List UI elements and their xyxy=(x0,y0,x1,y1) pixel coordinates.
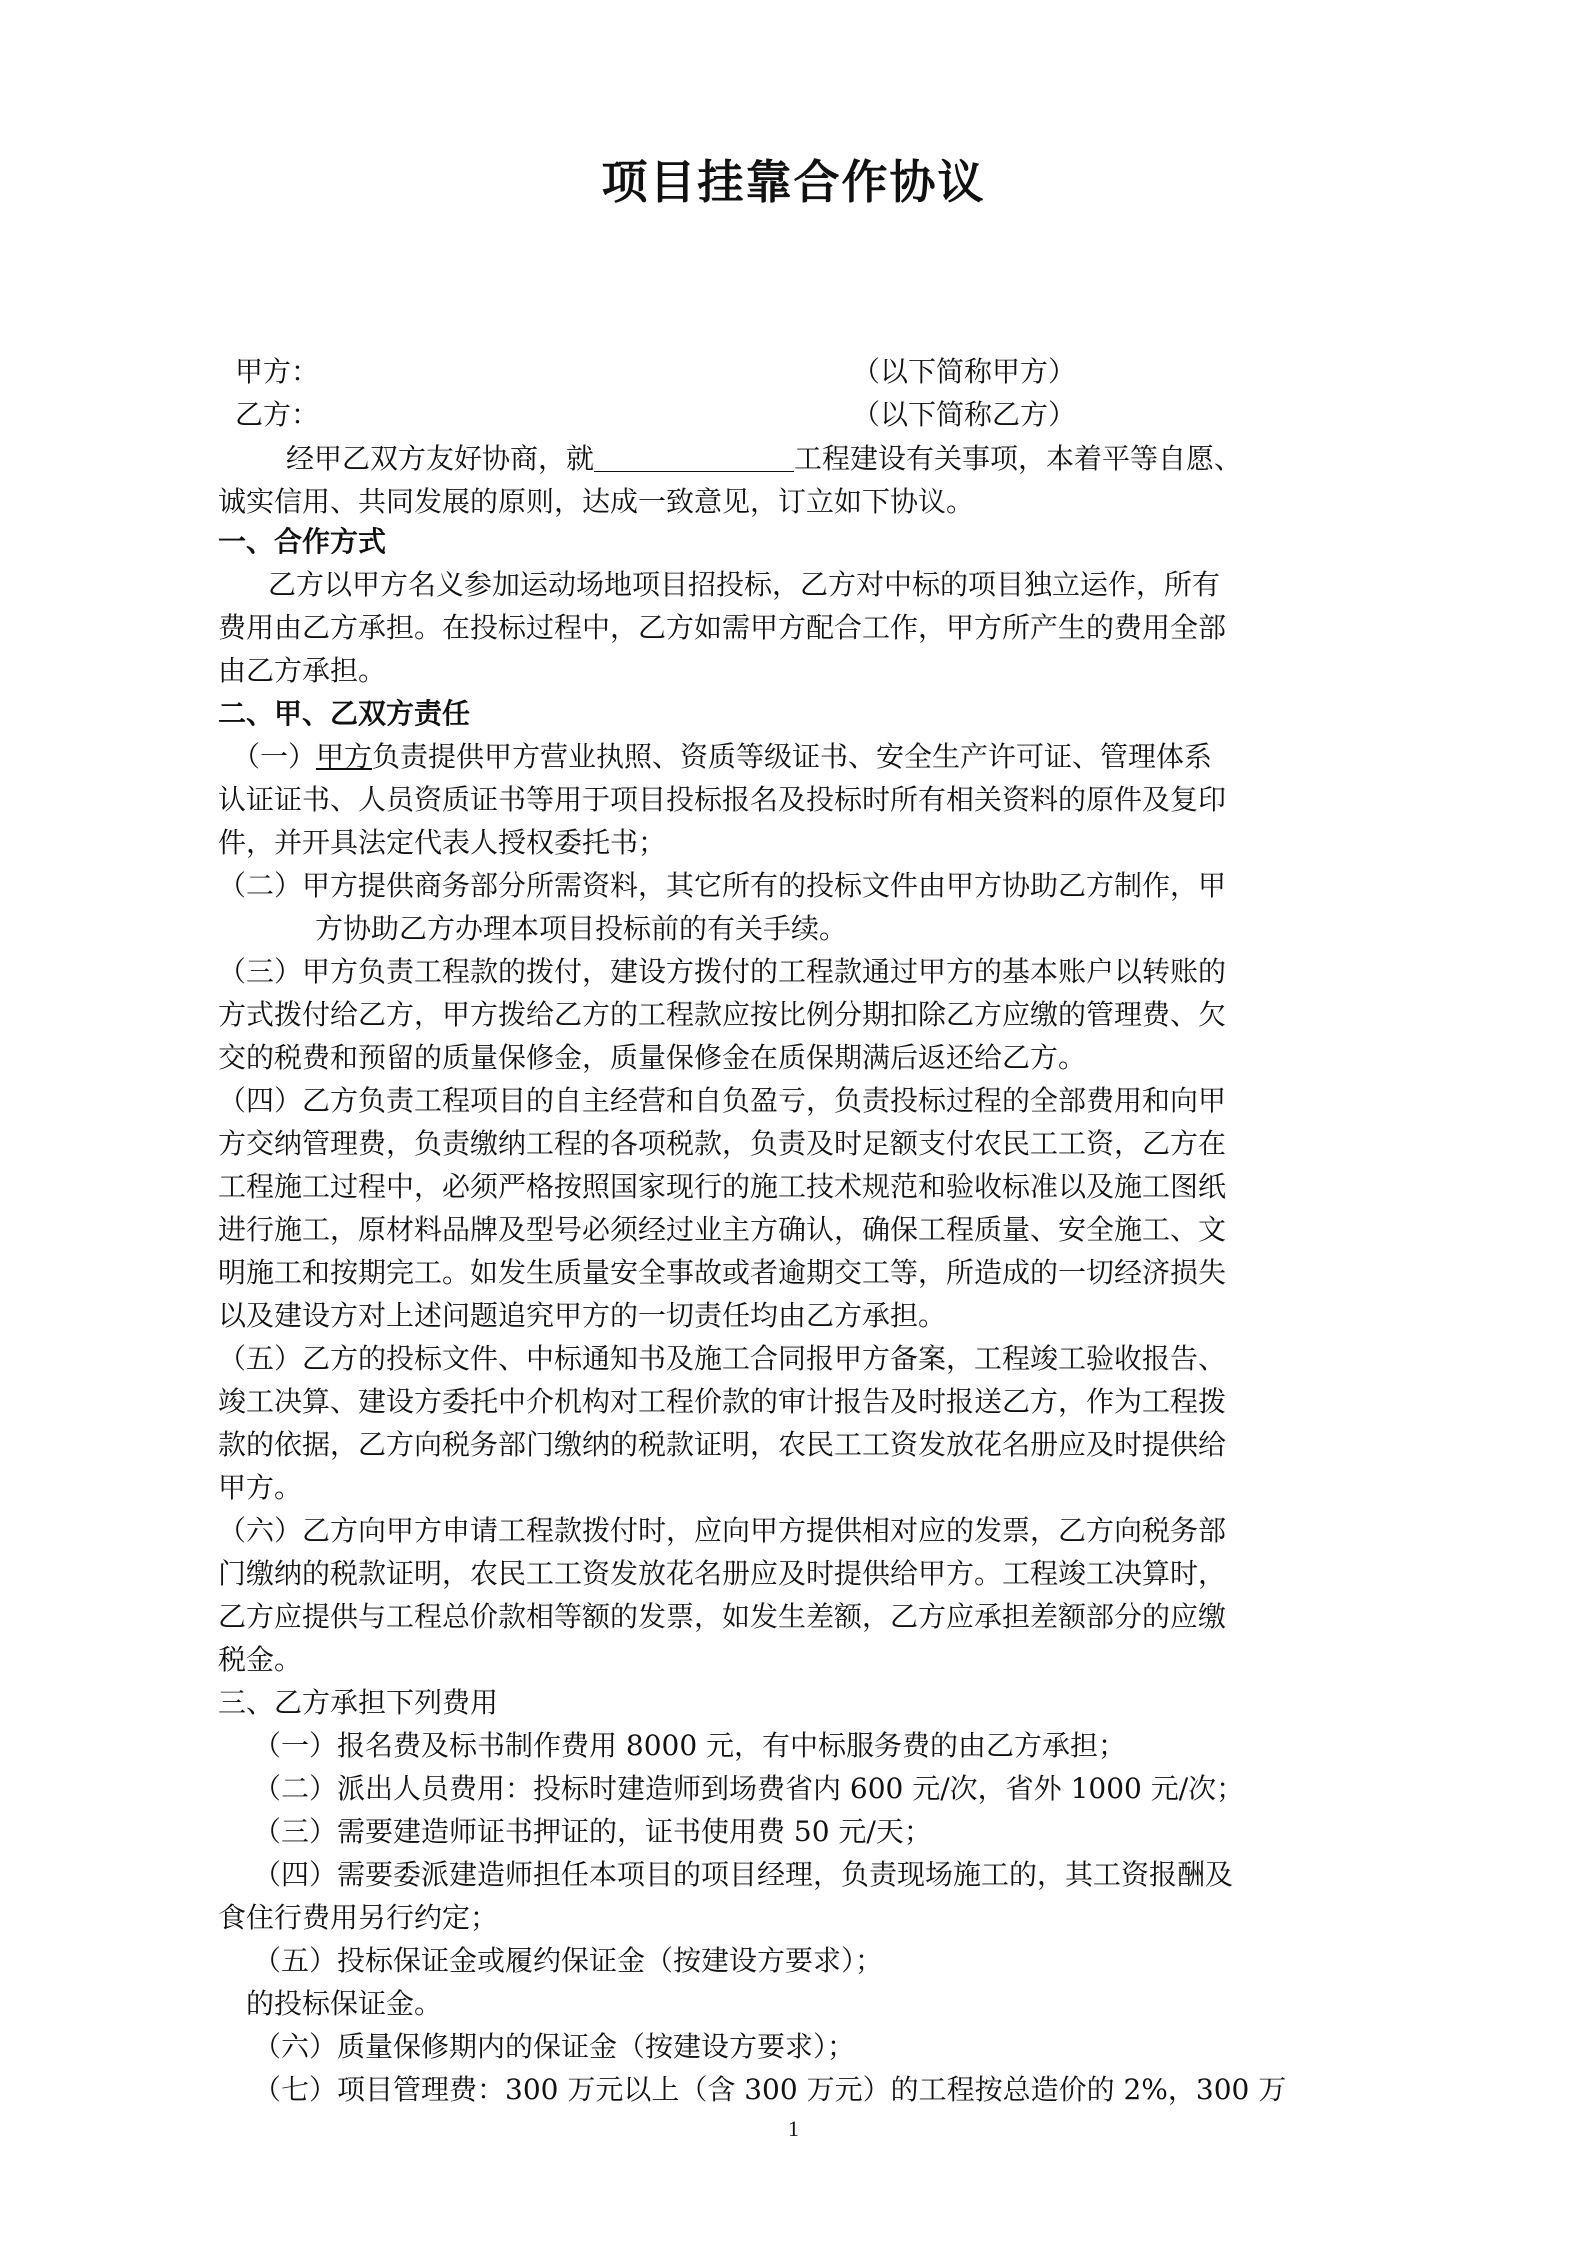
section-3-line: 食住行费用另行约定； xyxy=(218,1901,499,1934)
intro-text-before-blank: 经甲乙双方友好协商，就 xyxy=(286,442,595,475)
section-3-heading: 三、乙方承担下列费用 xyxy=(218,1686,499,1719)
item-1-rest: 负责提供甲方营业执照、资质等级证书、安全生产许可证、管理体系 xyxy=(372,740,1213,773)
section-3-line: （七）项目管理费：300 万元以上（含 300 万元）的工程按总造价的 2%，300 万 xyxy=(253,2073,1287,2106)
section-2-heading: 二、甲、乙双方责任 xyxy=(218,697,471,730)
section-2-item-6-line: 税金。 xyxy=(218,1643,303,1676)
section-3-line: （三）需要建造师证书押证的，证书使用费 50 元/天； xyxy=(253,1815,932,1848)
party-b-alias: （以下简称乙方） xyxy=(852,398,1077,431)
section-2-item-4-line: （四）乙方负责工程项目的自主经营和自负盈亏，负责投标过程的全部费用和向甲 xyxy=(218,1084,1227,1117)
section-2-item-1-line: 件，并开具法定代表人授权委托书； xyxy=(218,826,667,859)
section-2-item-4-line: 明施工和按期完工。如发生质量安全事故或者逾期交工等，所造成的一切经济损失 xyxy=(218,1256,1227,1289)
section-1-line: 由乙方承担。 xyxy=(218,654,387,687)
document-title: 项目挂靠合作协议 xyxy=(601,155,986,209)
section-2-item-4-line: 以及建设方对上述问题追究甲方的一切责任均由乙方承担。 xyxy=(218,1299,947,1332)
section-3-line: （四）需要委派建造师担任本项目的项目经理，负责现场施工的，其工资报酬及 xyxy=(253,1858,1234,1891)
section-2-item-3-line: 方式拨付给乙方，甲方拨给乙方的工程款应按比例分期扣除乙方应缴的管理费、欠 xyxy=(218,998,1227,1031)
section-2-item-5-line: 竣工决算、建设方委托中介机构对工程价款的审计报告及时报送乙方，作为工程拨 xyxy=(218,1385,1227,1418)
section-3-line: （六）质量保修期内的保证金（按建设方要求）； xyxy=(253,2030,856,2063)
section-3-line: 的投标保证金。 xyxy=(246,1987,443,2020)
section-2-item-4-line: 进行施工，原材料品牌及型号必须经过业主方确认，确保工程质量、安全施工、文 xyxy=(218,1213,1227,1246)
section-2-item-6-line: 乙方应提供与工程总价款相等额的发票，如发生差额，乙方应承担差额部分的应缴 xyxy=(218,1600,1227,1633)
item-1-underlined-party: 甲方 xyxy=(316,740,373,773)
item-1-prefix: （一） xyxy=(232,740,317,773)
section-2-item-6-line: （六）乙方向甲方申请工程款拨付时，应向甲方提供相对应的发票，乙方向税务部 xyxy=(218,1514,1227,1547)
section-2-item-2-line: 方协助乙方办理本项目投标前的有关手续。 xyxy=(315,912,848,945)
intro-line-2: 诚实信用、共同发展的原则，达成一致意见，订立如下协议。 xyxy=(218,485,975,518)
section-2-item-4-line: 工程施工过程中，必须严格按照国家现行的施工技术规范和验收标准以及施工图纸 xyxy=(218,1170,1227,1203)
party-a-label: 甲方： xyxy=(235,355,320,388)
intro-text-after-blank: 工程建设有关事项，本着平等自愿、 xyxy=(794,442,1243,475)
section-2-item-3-line: （三）甲方负责工程款的拨付，建设方拨付的工程款通过甲方的基本账户以转账的 xyxy=(218,955,1227,988)
section-2-item-5-line: 甲方。 xyxy=(218,1471,303,1504)
party-a-alias: （以下简称甲方） xyxy=(852,355,1077,388)
party-b-label: 乙方： xyxy=(235,398,320,431)
section-2-item-3-line: 交的税费和预留的质量保修金，质量保修金在质保期满后返还给乙方。 xyxy=(218,1041,1087,1074)
section-2-item-1-line xyxy=(232,735,1212,779)
section-2-item-1-line: 认证证书、人员资质证书等用于项目投标报名及投标时所有相关资料的原件及复印 xyxy=(218,783,1227,816)
section-2-item-5-line: （五）乙方的投标文件、中标通知书及施工合同报甲方备案，工程竣工验收报告、 xyxy=(218,1342,1227,1375)
section-2-item-4-line: 方交纳管理费，负责缴纳工程的各项税款，负责及时足额支付农民工工资，乙方在 xyxy=(218,1127,1227,1160)
section-2-item-2-line: （二）甲方提供商务部分所需资料，其它所有的投标文件由甲方协助乙方制作，甲 xyxy=(218,869,1227,902)
section-1-heading: 一、合作方式 xyxy=(218,525,387,558)
intro-line-1 xyxy=(286,437,1242,481)
section-3-line: （五）投标保证金或履约保证金（按建设方要求）； xyxy=(253,1944,884,1977)
project-name-blank xyxy=(594,443,794,472)
section-1-line: 乙方以甲方名义参加运动场地项目招投标，乙方对中标的项目独立运作，所有 xyxy=(268,568,1221,601)
section-3-line: （二）派出人员费用：投标时建造师到场费省内 600 元/次，省外 1000 元/次； xyxy=(253,1772,1245,1805)
section-2-item-5-line: 款的依据，乙方向税务部门缴纳的税款证明，农民工工资发放花名册应及时提供给 xyxy=(218,1428,1227,1461)
section-3-line: （一）报名费及标书制作费用 8000 元，有中标服务费的由乙方承担； xyxy=(253,1729,1127,1762)
page-number: 1 xyxy=(788,2116,799,2141)
section-1-line: 费用由乙方承担。在投标过程中，乙方如需甲方配合工作，甲方所产生的费用全部 xyxy=(218,611,1227,644)
section-2-item-6-line: 门缴纳的税款证明，农民工工资发放花名册应及时提供给甲方。工程竣工决算时， xyxy=(218,1557,1227,1590)
